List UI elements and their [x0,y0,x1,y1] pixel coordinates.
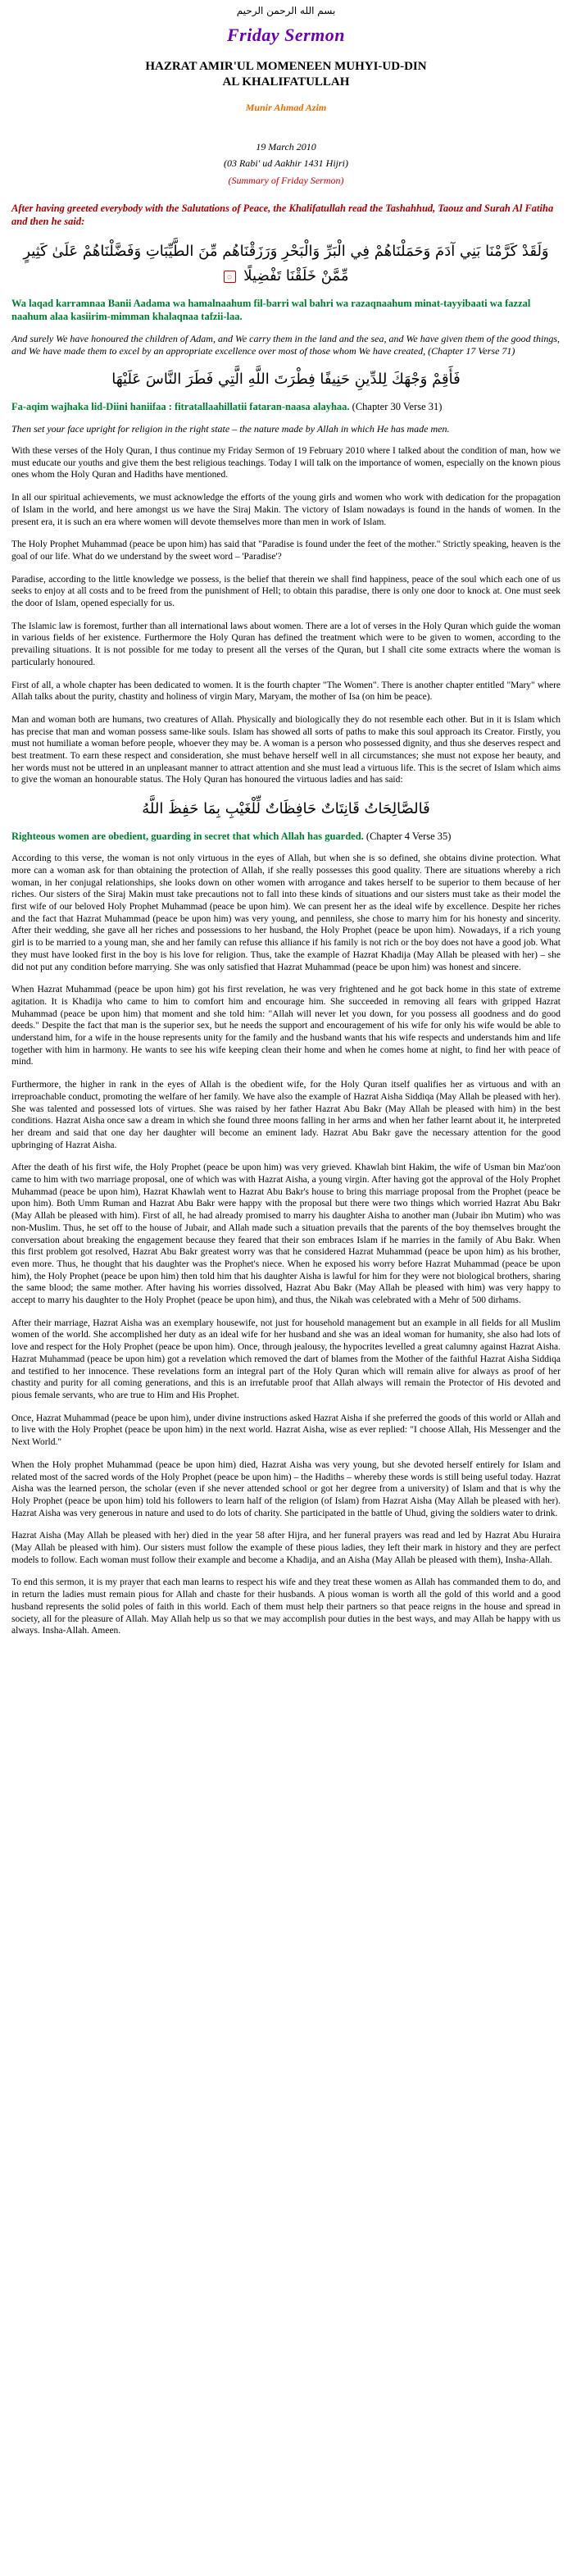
intro-text: After having greeted everybody with the Salutations of Peace, the Khalifatullah read the Tashahhud, Taouz and Surah Al Fatiha and then he said: [11,203,554,227]
sermon-paragraph: According to this verse, the woman is not only virtuous in the eyes of Allah, but when she is so defined, she obtains divine protection. What more can a woman ask for than obtaining the protection of Allah, if she really possesses this good quality. There are situations whereby a rich woman, in her conjugal relationships, she looks down on other women with arrogance and takes herself to be superior to them because of her riches. Our sisters of the Siraj Makin must take precautions not to fall into these kinds of situations and our sisters must take as their model the first wife of our beloved Holy Prophet Muhammad (peace be upon him). We can present her as the ideal wife by excellence. Despite her riches and the fact that Hazrat Muhammad (peace be upon him) was very young, and penniless, she chose to marry him for his honesty and sincerity. After their wedding, she gave all her riches and possessions to her husband, the Holy Prophet (peace be upon him). Nowadays, if a rich young girl is to be married to a young man, she and her family can refuse this alliance if his family is not rich or the boy does not have a good job. What they must have looked first in the boy is his love for religion. Thus, take the example of Hazrat Khadija (May Allah be pleased with her) – she did not put any condition before marrying. She was only satisfied that Hazrat Muhammad (peace be upon him) was honest and sincere. [11,853,561,972]
sermon-date: 19 March 2010 [256,141,316,152]
sermon-paragraph: Paradise, according to the little knowledge we possess, is the belief that therein we shall find happiness, peace of the soul which each one of us seeks to enjoy at all costs and to be freed from the punishment of Hell; to obtain this paradise, there is only one door to knock at. One must seek the door of Islam, opened especially for us. [11,574,561,609]
verse-2-transliteration [11,400,561,413]
sermon-page [0,5,572,1637]
bismillah: بسم الله الرحمن الرحيم [236,5,336,16]
hazrat-line-1: HAZRAT AMIR'UL MOMENEEN MUHYI-UD-DIN [145,60,427,73]
verse-1-transliteration: Wa laqad karramnaa Banii Aadama wa hamalnaahum fil-barri wal bahri wa razaqnaahum minat-tayyibaati wa fazzal naahum alaa kasiirim-mimman khalaqnaa tafzii-laa. [11,298,531,322]
sermon-paragraph: Hazrat Aisha (May Allah be pleased with her) died in the year 58 after Hijra, and her funeral prayers was read and led by Hazrat Abu Huraira (May Allah be pleased with him). Our sisters must follow the example of these pious ladies, they left their mark in history and they are perfect models to follow. Each woman must follow their example and become a Khadija, and an Aisha (May Allah be pleased with them), Insha-Allah. [11,1531,561,1565]
verse-2-arabic: فَأَقِمْ وَجْهَكَ لِلدِّينِ حَنِيفًا فِطْرَتَ اللَّهِ الَّتِي فَطَرَ النَّاسَ عَلَيْهَا [111,371,461,388]
verse-3-reference: (Chapter 4 Verse 35) [365,831,452,843]
summary-label: (Summary of Friday Sermon) [228,175,344,186]
verse-3-translation [11,830,561,843]
sermon-paragraph: In all our spiritual achievements, we must acknowledge the efforts of the young girls and women who work with dedication for the propagation of Islam in the world, and here amongst us we have the Siraj Makin. The victory of Islam nowadays is found in the hands of women. In the present era, it is such an era where women will devote themselves more than men in work of Islam. [11,493,561,527]
sermon-paragraph: First of all, a whole chapter has been dedicated to women. It is the fourth chapter "The Women". There is another chapter entitled "Mary" where Allah talks about the purity, chastity and holiness of virgin Mary, Maryam, the mother of Isa (on him be peace). [11,680,561,703]
verse-1-arabic-text: وَلَقَدْ كَرَّمْنَا بَنِي آدَمَ وَحَمَلْنَاهُمْ فِي الْبَرِّ وَالْبَحْرِ وَرَزَقْنَاهُم مِّنَ الطَّيِّبَاتِ وَفَضَّلْنَاهُمْ عَلَىٰ كَثِيرٍ مِّمَّنْ خَلَقْنَا تَفْضِيلًا [23,243,549,284]
sermon-paragraph: To end this sermon, it is my prayer that each man learns to respect his wife and they treat these women as Allah has commanded them to do, and in return the ladies must remain pious for Allah and chaste for their husbands. A pious woman is worth all the gold of this world and a good husband represents the solid poles of faith in this world. Each of them must help their partners so that peace reigns in the house and spread in society, all for the pleasure of Allah. May Allah help us so that we may accomplish pour duties in the best ways, and may Allah be happy with us always. Insha-Allah. Ameen. [11,1577,561,1636]
verse-3-arabic: فَالصَّالِحَاتُ قَانِتَاتٌ حَافِظَاتٌ لِّلْغَيْبِ بِمَا حَفِظَ اللَّهُ [142,800,430,818]
verse-3-translation-text: Righteous women are obedient, guarding in secret that which Allah has guarded. [11,831,364,843]
author-name: Munir Ahmad Azim [245,102,327,113]
sermon-paragraph: When the Holy prophet Muhammad (peace be upon him) died, Hazrat Aisha was very young, but she devoted herself entirely for Islam and related most of the sacred words of the Holy Prophet (peace be upon him) – the Hadiths – whereby these words is still being useful today. Hazrat Aisha was the learned person, the scholar (even if she never attended school or got her degree from a university) of Islam and that is why the Holy Prophet (peace be upon him) told his followers to learn half of the religion (of Islam) from Hazrat Aisha (May Allah be pleased with her). Hazrat Aisha was very generous in nature and used to do lots of charity. She participated in the battle of Uhud, giving the soldiers water to drink. [11,1459,561,1518]
sermon-paragraph: Furthermore, the higher in rank in the eyes of Allah is the obedient wife, for the Holy Quran itself qualifies her as virtuous and with an irreproachable conduct, promoting the welfare of her family. We have also the example of Hazrat Aisha Siddiqa (May Allah be pleased with her). She was talented and possessed lots of virtues. She was raised by her father Hazrat Abu Bakr (May Allah be pleased with him) in the best conditions. Hazrat Aisha once saw a dream in which she found three moons falling in her arms and when her father learnt about it, he interpreted her dream and said that one day her daughter will become an eminent lady. Hazrat Abu Bakr gave the necessary attention for the good upbringing of Hazrat Aisha. [11,1080,561,1150]
sermon-body-part-1 [11,445,561,786]
verse-2-translation: Then set your face upright for religion in the right state – the nature made by Allah in which He has made men. [11,423,450,435]
sermon-paragraph: After the death of his first wife, the Holy Prophet (peace be upon him) was very grieved. Khawlah bint Hakim, the wife of Usman bin Maz'oon came to him with two marriage proposal, one of which was with Hazrat Aisha, a young virgin. After having got the approval of the Holy Prophet Muhammad (peace be upon him), Hazrat Khawlah went to Hazrat Abu Bakr's house to bring this marriage proposal from the Prophet (peace be upon him). Both Umm Ruman and Hazrat Abu Bakr were happy with the proposal but there were two things which worried Hazrat Abu Bakr (May Allah be pleased with him). First of all, he had already promised to marry his daughter Aisha to another man (Jubair ibn Mutim) who was non-Muslim. Thus, he set off to the house of Jubair, and Allah made such a situation prevails that the parents of the boy themselves brought the conversation about breaking the engagement because they feared that their son embraces Islam if he marries in the family of Abu Bakr. When this first problem got resolved, Hazrat Abu Bakr greatest worry was that he considered Hazrat Muhammad (peace be upon him) as his brother, even more. Thus, he thought that his daughter was the Prophet's niece. When he exposed his worry before Hazrat Muhammad (peace be upon him), the Holy Prophet (peace be upon him) then told him that his daughter Aisha is lawful for him for they were not biological brothers, sharing the same blood; the same mother. After having his worries dissolved, Hazrat Abu Bakr (May Allah be pleased with him) was very happy to accept to marry his daughter to the Holy Prophet (peace be upon him), and thus, the Nikah was celebrated with a Mehr of 500 dirhams. [11,1163,561,1306]
verse-1-translation: And surely We have honoured the children of Adam, and We carry them in the land and the sea, and We have given them of the good things, and We have made them to excel by an appropriate excellence over most of those whom We have created, (Chapter 17 Verse 71) [11,333,560,357]
sermon-paragraph: After their marriage, Hazrat Aisha was an exemplary housewife, not just for household management but an example in all fields for all Muslim women of the world. She accomplished her duty as an ideal wife for her husband and she was an ideal woman for humanity, she also had lots of love and respect for the Holy Prophet (peace be upon him). Once, through jealousy, the hypocrites levelled a great calumny against Hazrat Aisha. Hazrat Muhammad (peace be upon him) got a revelation which removed the dart of blames from the Mother of the faithful Hazrat Aisha Siddiqa and testified to her innocence. These revelations form an integral part of the Holy Quran which will remain alive for always as proof of her chastity and purity for all coming generations, and this is an irrefutable proof that Allah always will remain the Protector of His devoted and pious female servants, who are true to Him and His Prophet. [11,1318,561,1400]
verse-2-transliteration-text: Fa-aqim wajhaka lid-Diini haniifaa : fitratallaahillatii fataran-naasa alayhaa. [11,401,350,412]
sermon-paragraph: Man and woman both are humans, two creatures of Allah. Physically and biologically they do not resemble each other. But in it is Islam which has precise that man and woman possess same-like souls. Islam has showed all sorts of paths to make this soul approach its Creator. Firstly, you must not humiliate a woman before people, whoever they may be. A woman is a person who possessed dignity, and thus she deserves respect and best treatment. To earn these respect and consideration, she must behave herself well in all circumstances; she must not expose her beauty, and her words must not be uttered in an unpleasant manner to attract attention and she must lead a virtuous life. This is the secret of Islam which aims to give the woman an honourable status. The Holy Quran has honoured the virtuous ladies and has said: [11,714,561,785]
hazrat-line-2: AL KHALIFATULLAH [222,75,350,89]
sermon-paragraph: When Hazrat Muhammad (peace be upon him) got his first revelation, he was very frightened and he got back home in this state of extreme agitation. It is Khadija who came to him to comfort him and encourage him. She succeeded in removing all fears with gripped Hazrat Muhammad (peace be upon him) that moment and she told him: "Allah will never let you down, for you possess all goodness and do good deeds." Despite the fact that man is the superior sex, but he needs the support and encouragement of his wife for only his wife would be able to understand him, for a wife in the house represents unity for the family and the husband wants that his wife respects and understands him and life together with him in harmony. He wants to see his wife keeping clean their home and when he comes home at night, to find her with peace of mind. [11,985,561,1067]
hijri-date: (03 Rabi' ud Aakhir 1431 Hijri) [223,157,348,169]
sermon-paragraph: Once, Hazrat Muhammad (peace be upon him), under divine instructions asked Hazrat Aisha if she preferred the goods of this world or Allah and to live with the Holy Prophet (peace be upon him) in the next world. Hazrat Aisha, wise as ever replied: "I choose Allah, His Messenger and the Next World." [11,1413,561,1448]
verse-1-arabic [11,239,561,289]
verse-2-reference: (Chapter 30 Verse 31) [352,401,443,412]
sermon-body-part-2 [11,853,561,1637]
sermon-paragraph: With these verses of the Holy Quran, I thus continue my Friday Sermon of 19 February 2010 where I talked about the condition of man, how we must educate our youths and give them the best religious teachings. Today I will talk on the importance of women, especially on the known pious ones whom the Holy Quran and Hadiths have mentioned. [11,446,561,480]
sermon-paragraph: The Islamic law is foremost, further than all international laws about women. There are a lot of verses in the Holy Quran which guide the woman in various fields of her existence. Furthermore the Holy Quran has defined the treatment which were to be given to women, according to the prevailing situations. It is not possible for me today to present all the verses of the Quran, but I shall cite some extracts where the woman is particularly honoured. [11,621,561,667]
page-title: Friday Sermon [226,25,346,45]
ayah-seal-icon: ۝ [224,271,236,283]
hazrat-title [11,59,561,90]
sermon-paragraph: The Holy Prophet Muhammad (peace be upon him) has said that "Paradise is found under the feet of the mother." Strictly speaking, heaven is the goal of our life. What do we understand by the sweet word – 'Paradise'? [11,539,561,562]
